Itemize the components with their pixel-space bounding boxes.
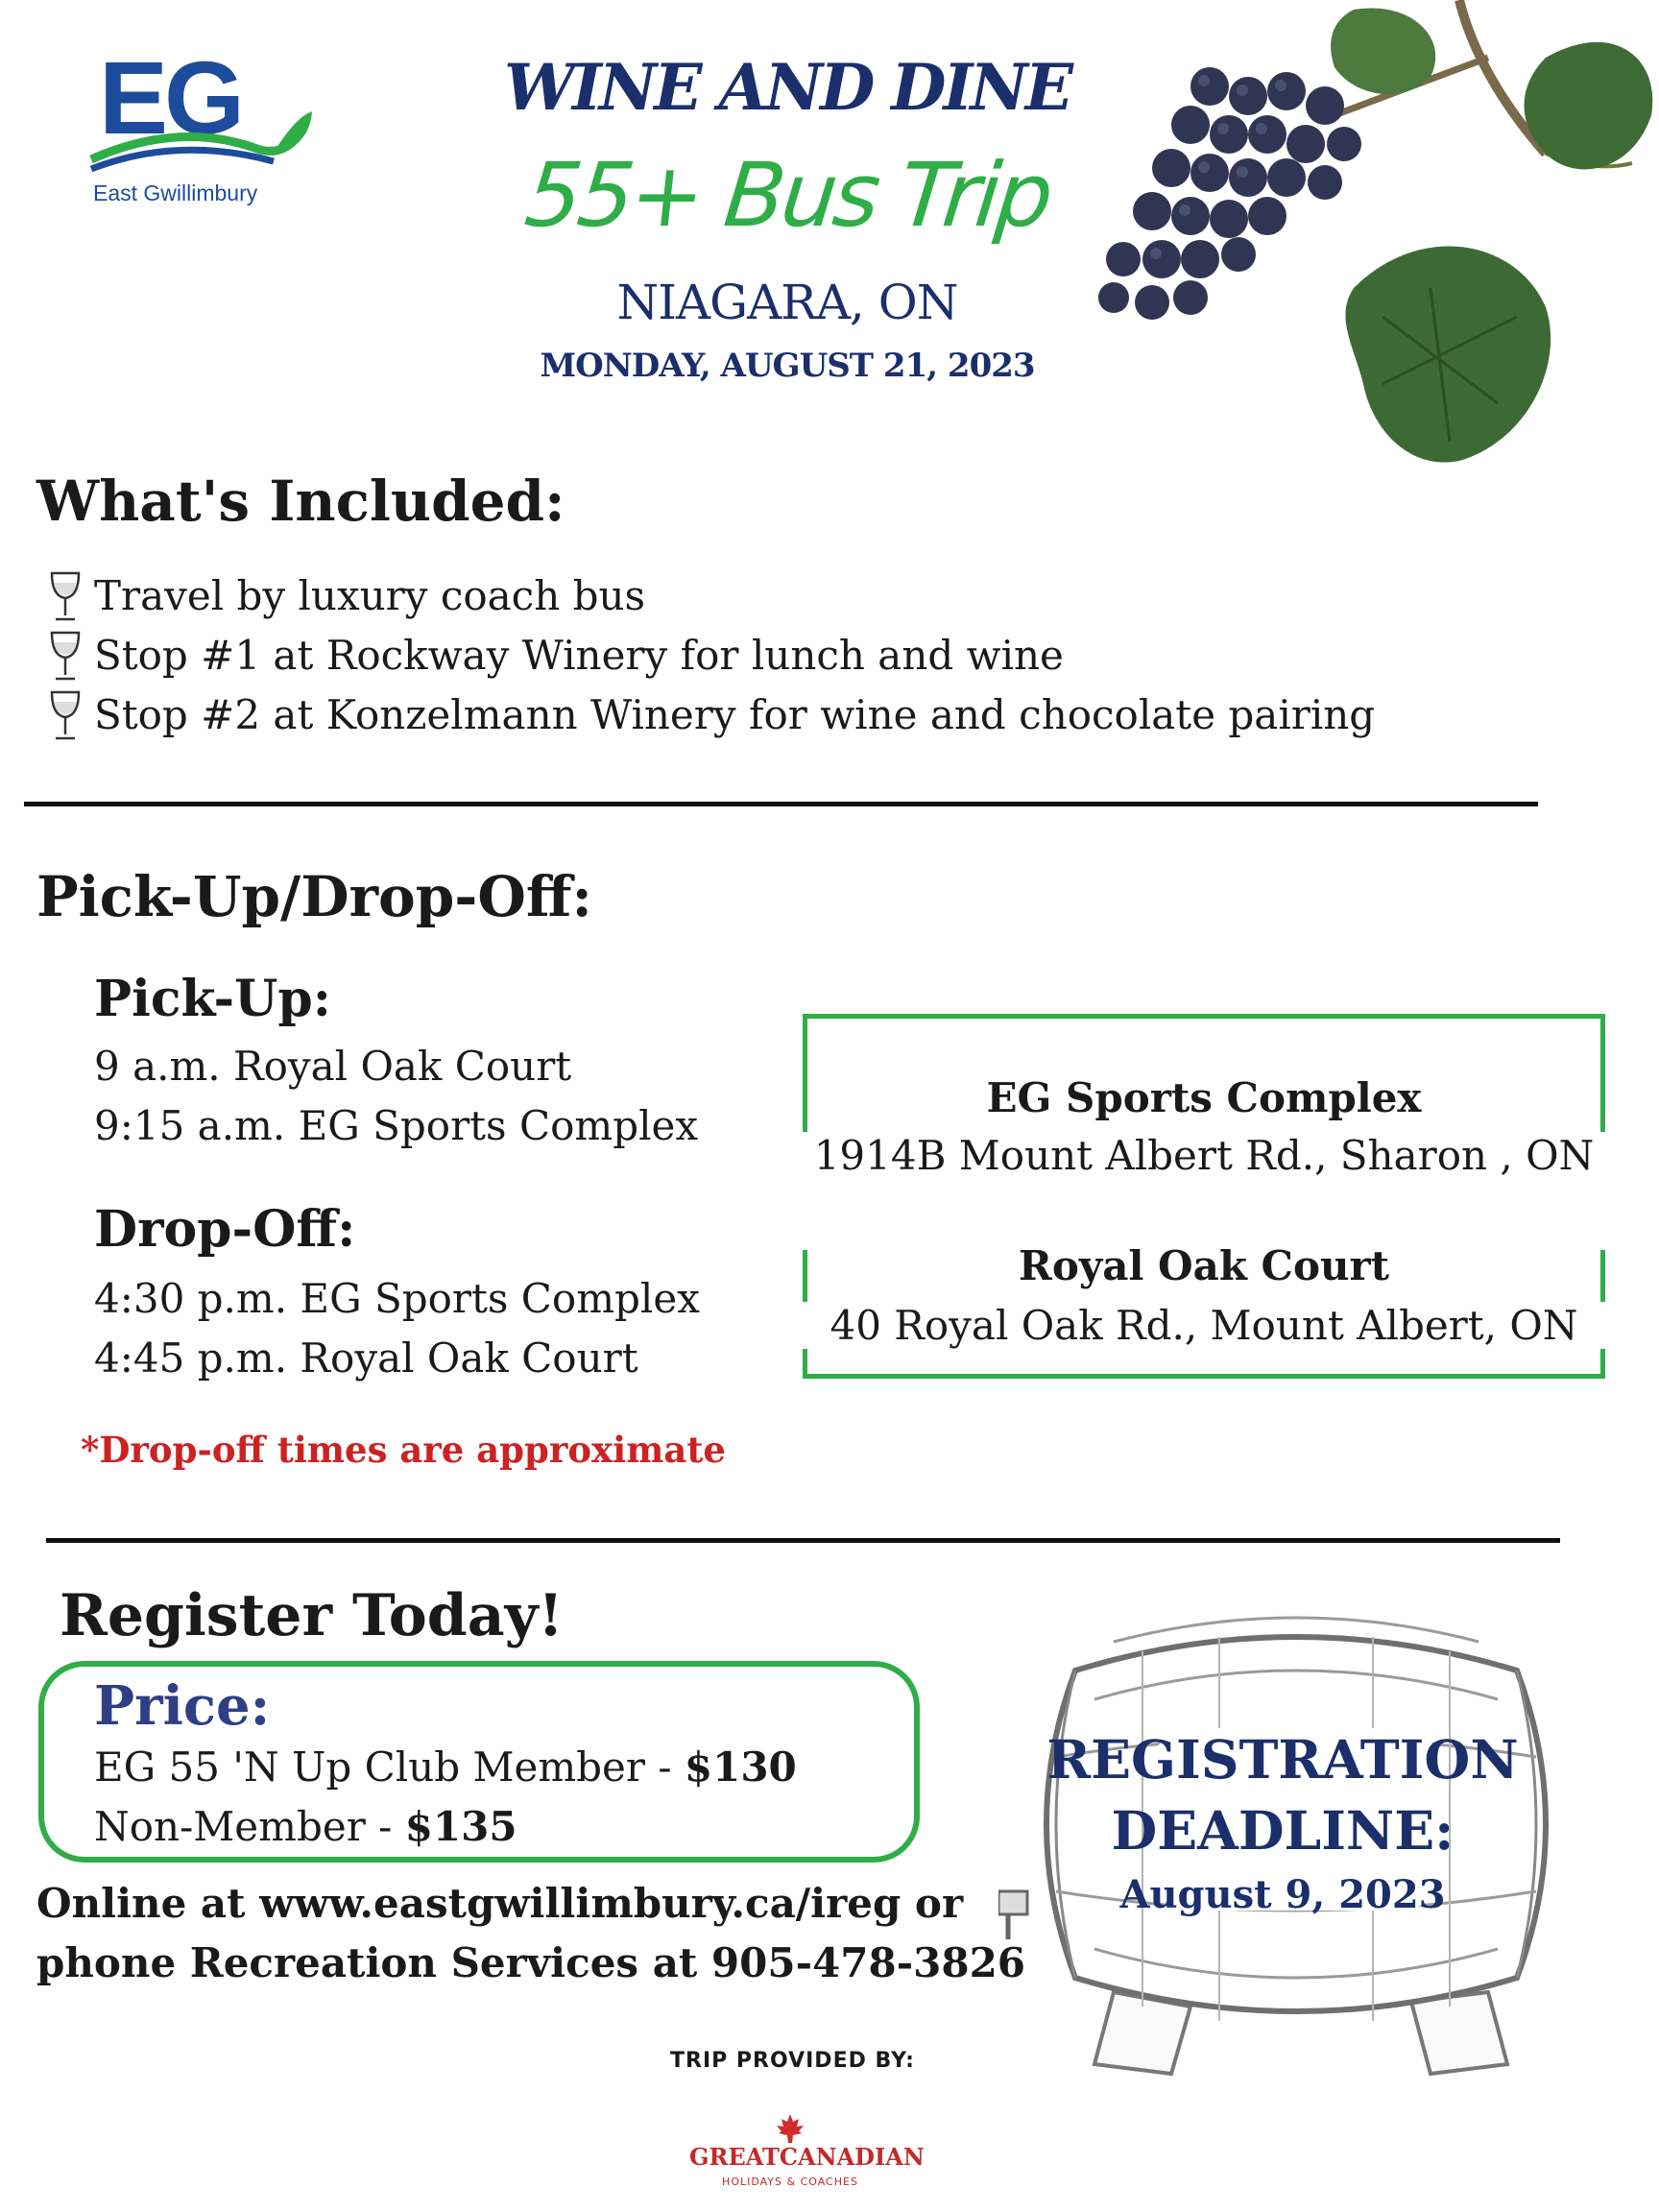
nonmember-label: Non-Member -: [94, 1803, 405, 1850]
pickup-time: 9:15 a.m. EG Sports Complex: [94, 1102, 699, 1149]
online-registration-text: Online at www.eastgwillimbury.ca/ireg or: [36, 1880, 964, 1927]
location-box-sports-complex: [803, 1014, 1605, 1179]
pickup-heading: Pick-Up:: [94, 970, 331, 1028]
logo-initials: EG: [99, 39, 242, 156]
included-item-text: Stop #2 at Konzelmann Winery for wine and chocolate pairing: [94, 691, 1376, 738]
included-item-text: Travel by luxury coach bus: [94, 572, 646, 619]
list-item: [46, 566, 1375, 626]
deadline-line2: DEADLINE:: [1111, 1799, 1455, 1862]
dropoff-disclaimer: *Drop-off times are approximate: [81, 1429, 726, 1471]
nonmember-price-line: [94, 1803, 517, 1850]
grapes-illustration: [1094, 0, 1659, 480]
pickup-dropoff-heading: Pick-Up/Drop-Off:: [36, 864, 592, 929]
dropoff-times: [94, 1269, 700, 1388]
register-heading: Register Today!: [60, 1582, 564, 1649]
included-list: [46, 566, 1375, 745]
title-wine-and-dine: WINE AND DINE: [503, 50, 1071, 125]
provider-tagline: HOLIDAYS & COACHES: [722, 2176, 858, 2188]
deadline-date: August 9, 2023: [1119, 1872, 1446, 1917]
location-box-royal-oak: [803, 1242, 1605, 1379]
dropoff-time: 4:45 p.m. Royal Oak Court: [94, 1334, 638, 1382]
trip-location: NIAGARA, ON: [616, 275, 958, 330]
wine-glass-icon: [46, 569, 84, 623]
location-name: EG Sports Complex: [986, 1074, 1422, 1121]
included-heading: What's Included:: [36, 469, 565, 534]
price-label: Price:: [94, 1674, 271, 1738]
member-price-line: [94, 1743, 797, 1791]
great-canadian-logo: [689, 2112, 925, 2199]
list-item: [46, 626, 1375, 685]
location-name: Royal Oak Court: [1018, 1242, 1390, 1289]
included-item-text: Stop #1 at Rockway Winery for lunch and wine: [94, 632, 1064, 679]
section-divider: [24, 802, 1538, 806]
location-address: 1914B Mount Albert Rd., Sharon , ON: [788, 1132, 1620, 1179]
eg-logo: [82, 39, 331, 219]
wine-glass-icon: [46, 688, 84, 742]
deadline-line1: REGISTRATION: [1046, 1728, 1519, 1791]
phone-registration-text: phone Recreation Services at 905-478-3826: [36, 1939, 1026, 1986]
pickup-times: [94, 1037, 698, 1156]
provider-name: GREATCANADIAN: [689, 2143, 925, 2171]
logo-subtitle: East Gwillimbury: [93, 180, 258, 205]
provided-by-label: TRIP PROVIDED BY:: [670, 2049, 915, 2073]
logo-swoosh-icon: [82, 111, 312, 179]
pickup-time: 9 a.m. Royal Oak Court: [94, 1043, 572, 1090]
list-item: [46, 685, 1375, 745]
title-bus-trip: 55+ Bus Trip: [520, 144, 1055, 247]
nonmember-price: $135: [404, 1803, 517, 1850]
section-divider: [46, 1538, 1560, 1543]
dropoff-heading: Drop-Off:: [94, 1200, 356, 1259]
wine-glass-icon: [46, 629, 84, 683]
trip-date: MONDAY, AUGUST 21, 2023: [540, 347, 1035, 385]
dropoff-time: 4:30 p.m. EG Sports Complex: [94, 1275, 700, 1322]
maple-leaf-icon: [774, 2112, 806, 2145]
location-address: 40 Royal Oak Rd., Mount Albert, ON: [788, 1302, 1620, 1349]
member-label: EG 55 'N Up Club Member -: [94, 1743, 685, 1791]
member-price: $130: [684, 1743, 797, 1791]
